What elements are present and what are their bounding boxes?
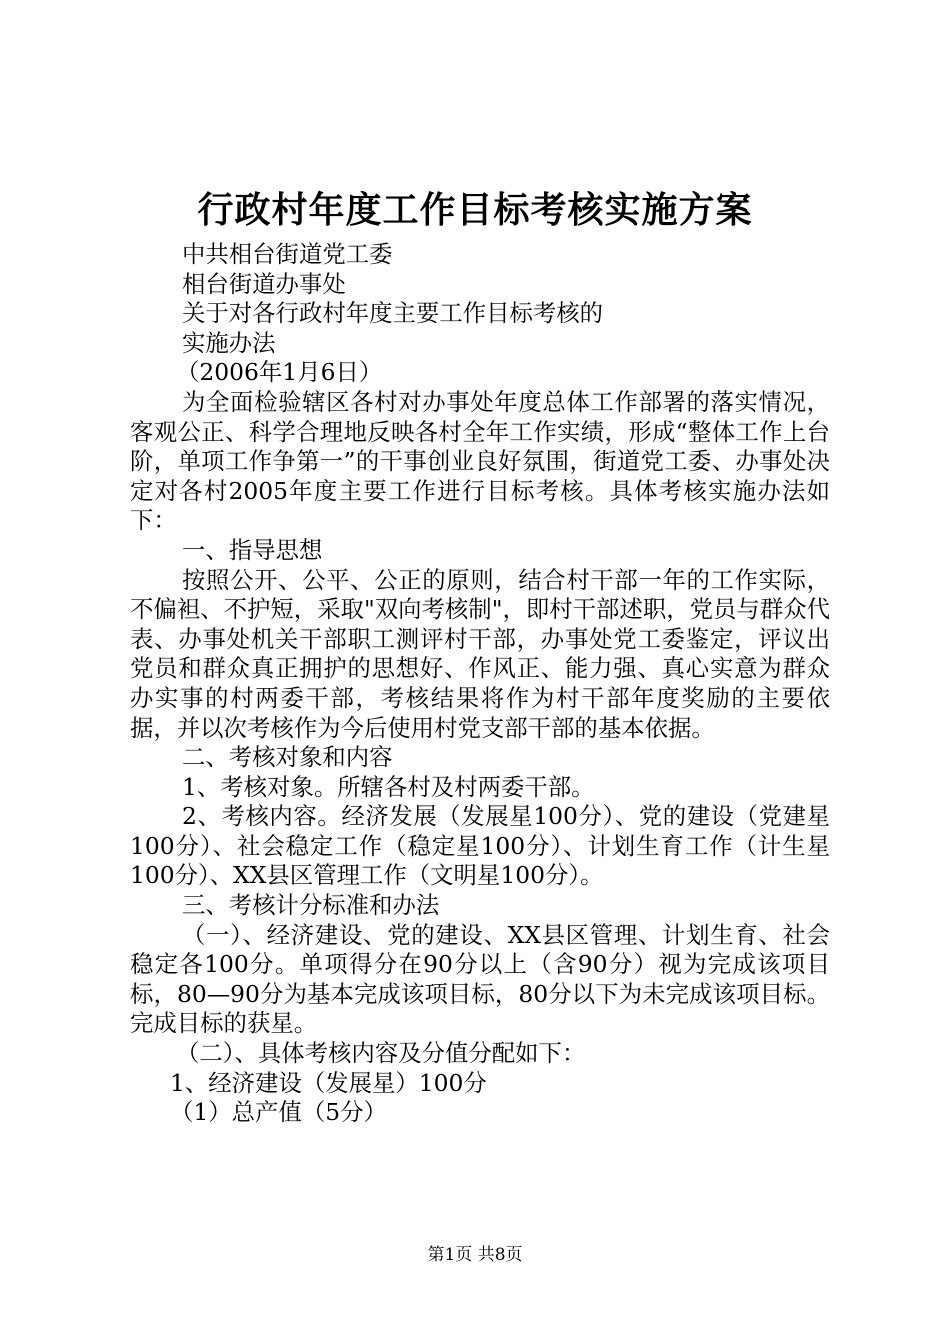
scoring-standard-paragraph: （一）、经济建设、党的建设、XX县区管理、计划生育、社会稳定各100分。单项得分在90分以上（含90分）视为完成该项目标，80—90分为基本完成该项目标，80分以下为未完成该项目标。完成目标的获星。 [130,920,830,1038]
subtitle-line-1: 关于对各行政村年度主要工作目标考核的 [182,299,604,328]
guiding-principle-paragraph: 按照公开、公平、公正的原则，结合村干部一年的工作实际，不偏袒、不护短，采取"双向考核制"，即村干部述职，党员与群众代表、办事处机关干部职工测评村干部，办事处党工委鉴定，评议出党员和群众真正拥护的思想好、作风正、能力强、真心实意为群众办实事的村两委干部，考核结果将作为村干部年度奖励的主要依据，并以次考核作为今后使用村党支部干部的基本依据。 [130,565,830,742]
assessment-content-paragraph: 2、考核内容。经济发展（发展星100分）、党的建设（党建星100分）、社会稳定工作（稳定星100分）、计划生育工作（计生星100分）、XX县区管理工作（文明星100分）。 [130,802,830,890]
subtitle-line-2: 实施办法 [182,328,276,357]
document-body [130,240,830,1128]
issuer-street-office: 相台街道办事处 [182,269,346,298]
section-heading-scoring: 三、考核计分标准和办法 [182,891,440,920]
section-heading-guiding-principle: 一、指导思想 [182,535,323,564]
issue-date: （2006年1月6日） [176,358,383,387]
scoring-allocation-heading: （二）、具体考核内容及分值分配如下： [176,1039,586,1068]
document-title: 行政村年度工作目标考核实施方案 [197,189,753,231]
assessment-targets-paragraph: 1、考核对象。所辖各村及村两委干部。 [182,772,595,801]
page-indicator: 第1页 共8页 [427,1245,523,1265]
intro-paragraph: 为全面检验辖区各村对办事处年度总体工作部署的落实情况，客观公正、科学合理地反映各村全年工作实绩，形成“整体工作上台阶，单项工作争第一”的干事创业良好氛围，街道党工委、办事处决定对各村2005年度主要工作进行目标考核。具体考核实施办法如下： [130,387,830,535]
section-heading-targets-content: 二、考核对象和内容 [182,743,393,772]
economic-construction-item: 1、经济建设（发展星）100分 [170,1068,487,1097]
total-output-item: （1）总产值（5分） [170,1098,387,1127]
issuer-party-committee: 中共相台街道党工委 [182,240,393,268]
